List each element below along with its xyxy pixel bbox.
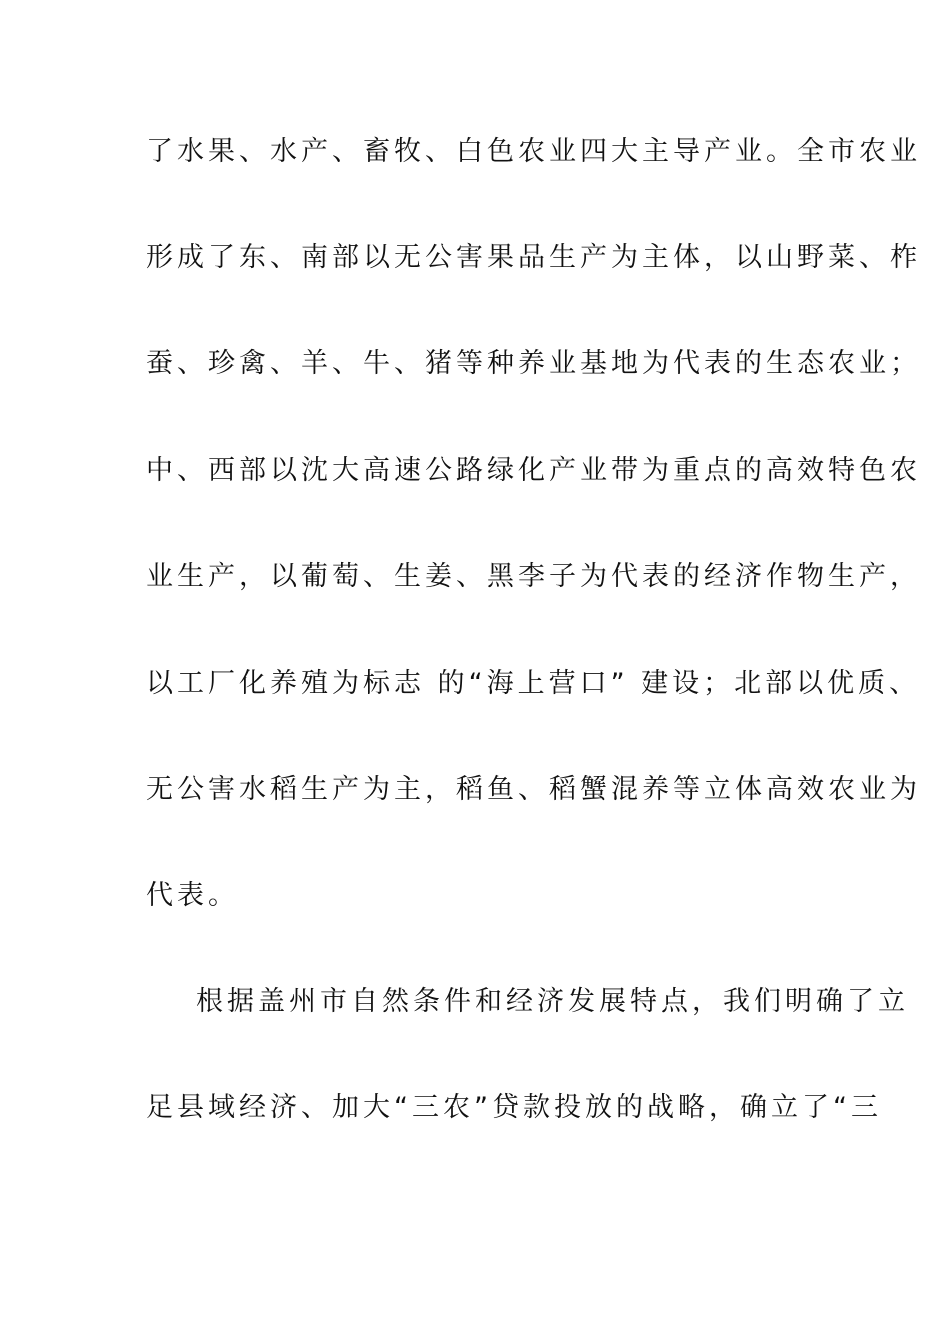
paragraph-line-6: 以工厂化养殖为标志 的“海上营口” 建设；北部以优质、 bbox=[146, 668, 921, 699]
paragraph-line-1: 了水果、水产、畜牧、白色农业四大主导产业。全市农业 bbox=[146, 136, 921, 167]
paragraph-line-8: 代表。 bbox=[146, 880, 239, 911]
paragraph-line-5: 业生产，以葡萄、生姜、黑李子为代表的经济作物生产， bbox=[146, 561, 921, 592]
paragraph-line-7: 无公害水稻生产为主，稻鱼、稻蟹混养等立体高效农业为 bbox=[146, 774, 921, 805]
paragraph-line-10: 足县域经济、加大“三农”贷款投放的战略，确立了“三 bbox=[146, 1092, 882, 1123]
paragraph-line-3: 蚕、珍禽、羊、牛、猪等种养业基地为代表的生态农业； bbox=[146, 348, 921, 379]
paragraph-line-2: 形成了东、南部以无公害果品生产为主体，以山野菜、柞 bbox=[146, 242, 921, 273]
paragraph-line-9: 根据盖州市自然条件和经济发展特点，我们明确了立 bbox=[196, 986, 909, 1017]
paragraph-line-4: 中、西部以沈大高速公路绿化产业带为重点的高效特色农 bbox=[146, 455, 921, 486]
